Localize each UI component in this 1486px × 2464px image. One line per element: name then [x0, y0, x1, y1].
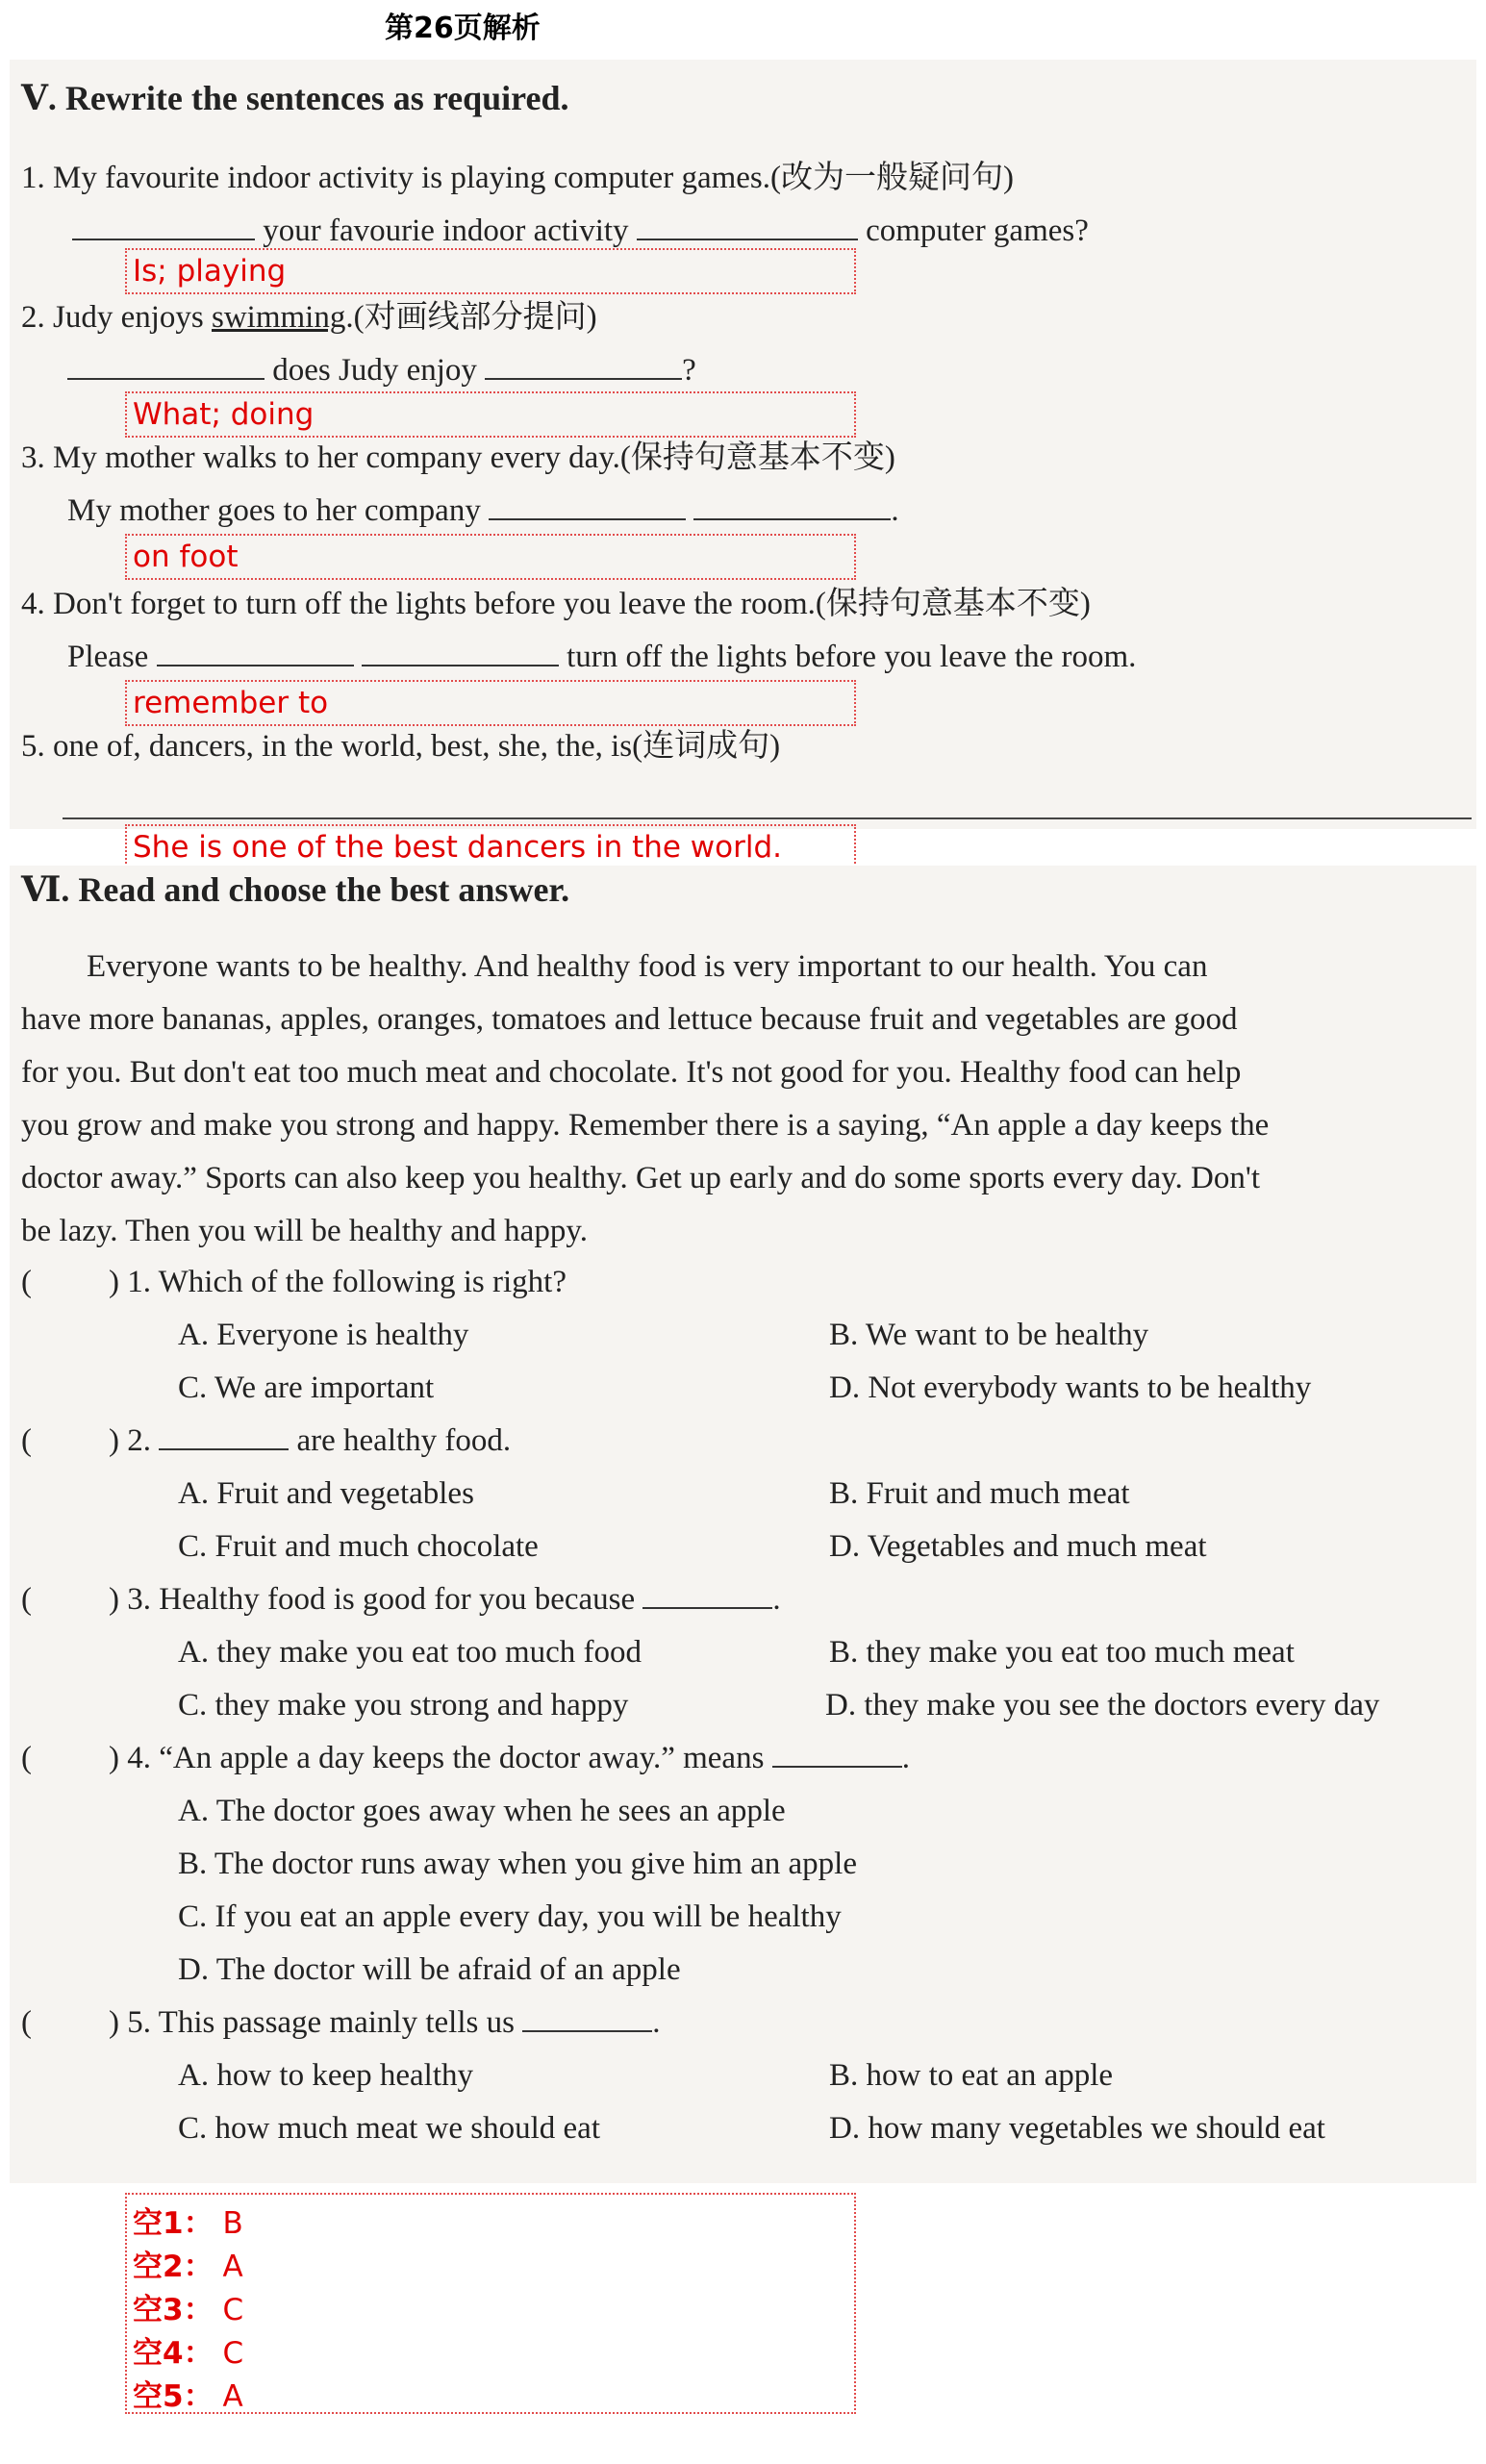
- passage-line: you grow and make you strong and happy. Remember there is a saying, “An apple a day keeps the: [21, 1108, 1270, 1143]
- mc-q4-option-d: D. The doctor will be afraid of an apple: [178, 1952, 681, 1987]
- q5-answer: She is one of the best dancers in the world.: [125, 824, 856, 870]
- q3-text: 3. My mother walks to her company every day.(保持句意基本不变): [21, 440, 895, 475]
- mc-q1-option-b: B. We want to be healthy: [829, 1318, 1149, 1352]
- q1-text: 1. My favourite indoor activity is playing computer games.(改为一般疑问句): [21, 161, 1014, 195]
- mc-q5-stem: ( ) 5. This passage mainly tells us .: [21, 2005, 661, 2040]
- q4-answer: remember to: [125, 680, 856, 726]
- section6-heading: Ⅵ. Read and choose the best answer.: [21, 870, 570, 909]
- mc-q5-option-b: B. how to eat an apple: [829, 2058, 1114, 2093]
- q5-answer-line: [63, 817, 1472, 819]
- q2-text: 2. Judy enjoys swimming.(对画线部分提问): [21, 300, 597, 335]
- answer-line: 空5： A: [133, 2379, 243, 2414]
- q2-answer: What; doing: [125, 391, 856, 438]
- q1-answer: Is; playing: [125, 248, 856, 294]
- mc-q2-stem: ( ) 2. are healthy food.: [21, 1423, 512, 1458]
- mc-q1-option-a: A. Everyone is healthy: [178, 1318, 469, 1352]
- answer-line: 空2： A: [133, 2250, 243, 2284]
- mc-q5-option-d: D. how many vegetables we should eat: [829, 2111, 1325, 2146]
- page-title: 第26页解析: [385, 12, 541, 45]
- mc-q2-option-a: A. Fruit and vegetables: [178, 1476, 474, 1511]
- passage-line: be lazy. Then you will be healthy and happy.: [21, 1214, 588, 1248]
- q3-answer: on foot: [125, 534, 856, 580]
- mc-answer-box: [125, 2193, 856, 2414]
- mc-q3-option-a: A. they make you eat too much food: [178, 1635, 642, 1670]
- mc-q1-option-c: C. We are important: [178, 1370, 435, 1405]
- mc-q2-option-b: B. Fruit and much meat: [829, 1476, 1130, 1511]
- q4-line2: Please turn off the lights before you leave the room.: [67, 640, 1137, 674]
- mc-q2-option-d: D. Vegetables and much meat: [829, 1529, 1207, 1564]
- q2-line2: does Judy enjoy ?: [67, 351, 696, 390]
- mc-q4-option-c: C. If you eat an apple every day, you will be healthy: [178, 1899, 842, 1934]
- mc-q1-stem: ( ) 1. Which of the following is right?: [21, 1265, 567, 1299]
- answer-line: 空4： C: [133, 2336, 244, 2371]
- mc-q2-option-c: C. Fruit and much chocolate: [178, 1529, 539, 1564]
- q4-text: 4. Don't forget to turn off the lights before you leave the room.(保持句意基本不变): [21, 587, 1091, 621]
- mc-q4-option-b: B. The doctor runs away when you give him an apple: [178, 1847, 857, 1881]
- mc-q3-option-d: D. they make you see the doctors every day: [825, 1688, 1380, 1722]
- answer-line: 空1： B: [133, 2206, 243, 2241]
- q5-text: 5. one of, dancers, in the world, best, she, the, is(连词成句): [21, 729, 781, 764]
- mc-q5-option-a: A. how to keep healthy: [178, 2058, 474, 2093]
- q1-line2: your favourie indoor activity computer games?: [72, 212, 1089, 250]
- passage-line: for you. But don't eat too much meat and chocolate. It's not good for you. Healthy food can help: [21, 1055, 1242, 1090]
- mc-q1-option-d: D. Not everybody wants to be healthy: [829, 1370, 1312, 1405]
- passage-line: Everyone wants to be healthy. And healthy food is very important to our health. You can: [87, 949, 1208, 984]
- passage-line: doctor away.” Sports can also keep you healthy. Get up early and do some sports every day. Don't: [21, 1161, 1260, 1195]
- mc-q3-option-b: B. they make you eat too much meat: [829, 1635, 1295, 1670]
- mc-q3-stem: ( ) 3. Healthy food is good for you because .: [21, 1582, 781, 1617]
- mc-q5-option-c: C. how much meat we should eat: [178, 2111, 600, 2146]
- answer-line: 空3： C: [133, 2293, 244, 2327]
- q3-line2: My mother goes to her company .: [67, 493, 899, 528]
- passage-line: have more bananas, apples, oranges, tomatoes and lettuce because fruit and vegetables are good: [21, 1002, 1238, 1037]
- mc-q4-option-a: A. The doctor goes away when he sees an apple: [178, 1794, 786, 1828]
- section5-heading: Ⅴ. Rewrite the sentences as required.: [21, 79, 569, 117]
- reading-passage: [21, 941, 1473, 1258]
- mc-q3-option-c: C. they make you strong and happy: [178, 1688, 629, 1722]
- mc-q4-stem: ( ) 4. “An apple a day keeps the doctor away.” means .: [21, 1741, 910, 1775]
